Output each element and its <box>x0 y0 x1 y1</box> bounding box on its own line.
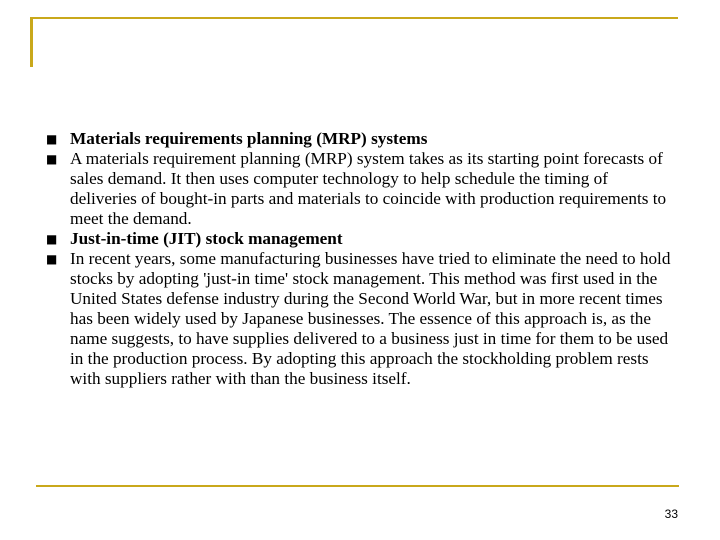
top-border-line <box>30 17 678 19</box>
bullet-item-mrp-description <box>46 149 676 229</box>
left-border-line <box>30 17 33 67</box>
bullet-text: In recent years, some manufacturing businesses have tried to eliminate the need to hold stocks by adopting 'just-in time' stock management. This method was first used in the United States defense industry during the Second World War, but in more recent times has been widely used by Japanese businesses. The essence of this approach is, as the name suggests, to have supplies delivered to a business just in time for them to be used in the production process. By adopting this approach the stockholding problem rests with suppliers rather with than the business itself. <box>70 249 671 388</box>
square-bullet-icon: ■ <box>46 232 58 246</box>
bullet-text: Materials requirements planning (MRP) systems <box>70 129 428 148</box>
bullet-text: A materials requirement planning (MRP) system takes as its starting point forecasts of sales demand. It then uses computer technology to help schedule the timing of deliveries of bought-in parts and materials to coincide with production requirements to meet the demand. <box>70 149 667 228</box>
square-bullet-icon: ■ <box>46 132 58 146</box>
bottom-border-line <box>36 485 679 487</box>
page-number: 33 <box>664 507 678 521</box>
bullet-item-mrp-heading <box>46 129 676 149</box>
bullet-item-jit-description <box>46 249 676 389</box>
square-bullet-icon: ■ <box>46 252 58 266</box>
bullet-item-jit-heading <box>46 229 676 249</box>
bullet-text: Just-in-time (JIT) stock management <box>70 229 343 248</box>
square-bullet-icon: ■ <box>46 152 58 166</box>
slide-content <box>46 129 676 389</box>
